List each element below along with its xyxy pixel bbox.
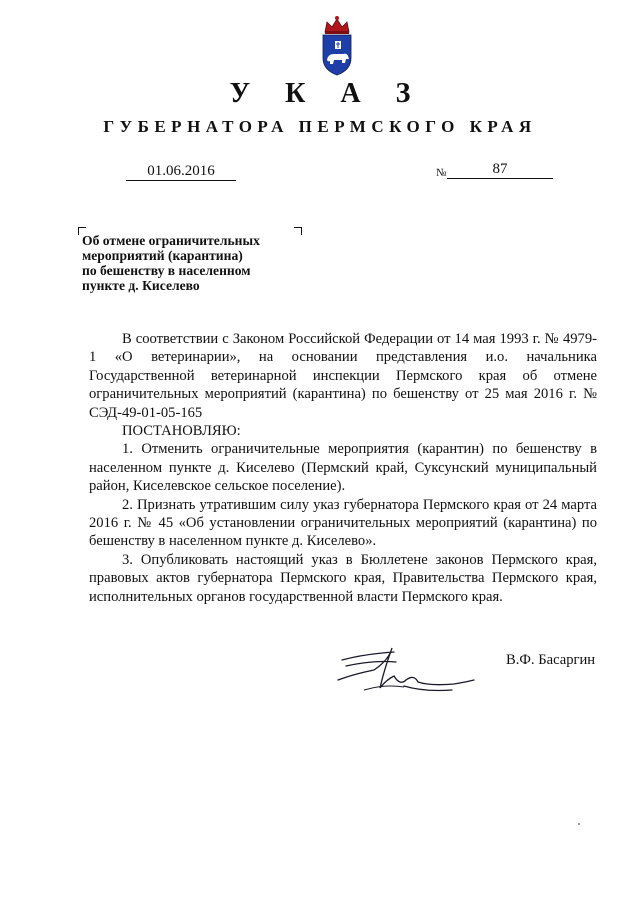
coat-of-arms-icon xyxy=(317,14,357,78)
document-date: 01.06.2016 xyxy=(126,162,236,181)
subject-line: по бешенству в населенном xyxy=(82,263,251,278)
subject-line: пункте д. Киселево xyxy=(82,278,200,293)
scan-dot xyxy=(578,823,580,825)
signer-name: В.Ф. Басаргин xyxy=(506,652,596,668)
document-body xyxy=(89,330,597,606)
document-subtitle: ГУБЕРНАТОРА ПЕРМСКОГО КРАЯ xyxy=(103,117,537,136)
handwritten-signature xyxy=(334,640,484,700)
resolution-item: 1. Отменить ограничительные мероприятия (карантин) по бешенству в населенном пункте д. Киселево (Пермский край, Суксунский муниципальный район, Киселевское сельское поселение). xyxy=(89,441,597,495)
document-number: 87 xyxy=(447,160,553,179)
document-title: У К А З xyxy=(229,78,425,109)
document-subject xyxy=(82,233,302,293)
subject-line: Об отмене ограничительных xyxy=(82,233,260,248)
resolution-item: 3. Опубликовать настоящий указ в Бюллетене законов Пермского края, правовых актов губернатора Пермского края, Правительства Пермского края, исполнительных органов государственной власти Пермского края. xyxy=(89,551,597,605)
subject-line: мероприятий (карантина) xyxy=(82,248,243,263)
number-sign: № xyxy=(436,167,447,179)
preamble-paragraph: В соответствии с Законом Российской Федерации от 14 мая 1993 г. № 4979-1 «О ветеринарии», на основании представления и.о. начальника Государственной ветеринарной инспекции Пермского края об отмене ограничительных мероприятий (карантина) по бешенству от 25 мая 2016 г. № СЭД-49-01-05-165 xyxy=(89,331,597,421)
resolution-item: 2. Признать утратившим силу указ губернатора Пермского края от 24 марта 2016 г. № 45 «Об установлении ограничительных мероприятий (карантина) по бешенству в населенном пункте д. Киселево». xyxy=(89,496,597,550)
resolution-keyword: ПОСТАНОВЛЯЮ: xyxy=(122,423,241,440)
